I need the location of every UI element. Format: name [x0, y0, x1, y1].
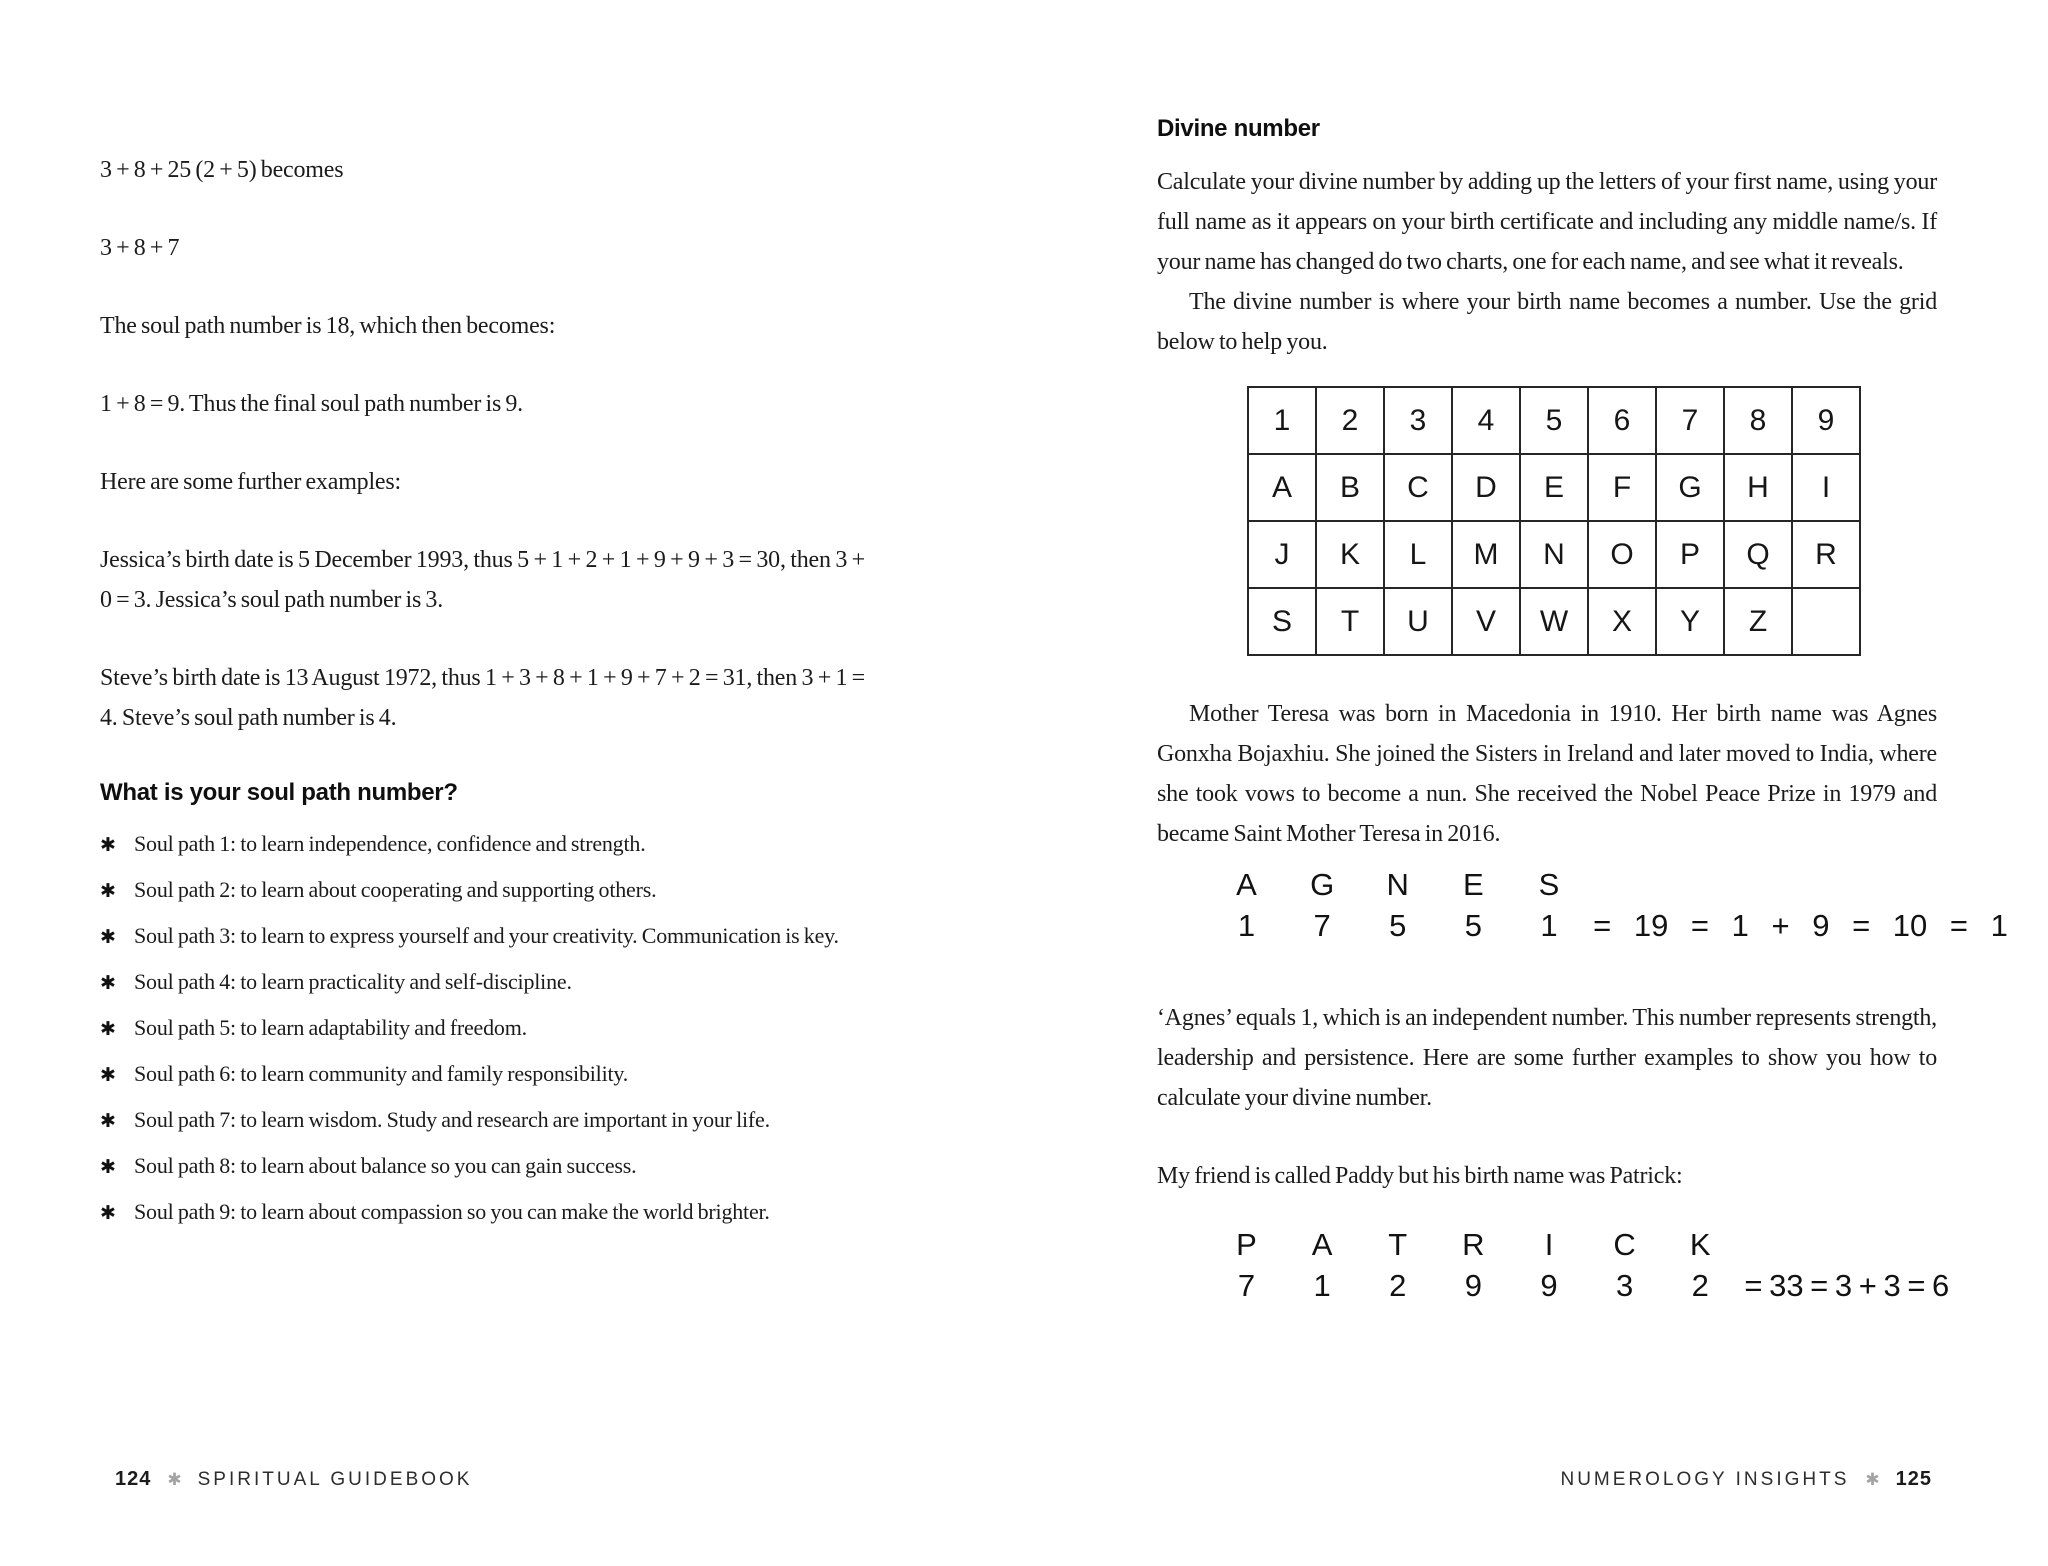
asterisk-bullet-icon: ✱ [100, 1156, 116, 1178]
grid-cell: 1 [1248, 387, 1316, 454]
grid-cell: 5 [1520, 387, 1588, 454]
patrick-calculation [1213, 1226, 1950, 1308]
paragraph-paddy: My friend is called Paddy but his birth name was Patrick: [1157, 1163, 1683, 1189]
calc-number: 5 [1389, 908, 1407, 943]
paragraph: Here are some further examples: [100, 469, 401, 495]
grid-cell: H [1724, 454, 1792, 521]
grid-cell: I [1792, 454, 1860, 521]
calc-number: 7 [1313, 908, 1331, 943]
asterisk-separator-icon: ✱ [1865, 1470, 1880, 1490]
grid-cell: R [1792, 521, 1860, 588]
grid-cell: X [1588, 588, 1656, 655]
paragraph-agnes-meaning: ‘Agnes’ equals 1, which is an independent number. This number represents strength, leadership and persistence. Here are some further examples to show you how to calculate your divine number. [1157, 1005, 1937, 1111]
asterisk-separator-icon: ✱ [167, 1470, 182, 1490]
example-jessica: Jessica’s birth date is 5 December 1993, thus 5 + 1 + 2 + 1 + 9 + 9 + 3 = 30, then 3 + 0 = 3. Jessica’s soul path number is 3. [100, 547, 865, 613]
asterisk-bullet-icon: ✱ [100, 1064, 116, 1086]
asterisk-bullet-icon: ✱ [100, 972, 116, 994]
left-page-footer [115, 1468, 472, 1491]
agnes-calculation [1213, 866, 2008, 948]
calc-letter: E [1463, 867, 1484, 902]
calc-number: 2 [1691, 1268, 1709, 1303]
asterisk-bullet-icon: ✱ [100, 1018, 116, 1040]
calc-letter: A [1311, 1227, 1333, 1262]
section-heading-divine-number: Divine number [1157, 115, 1320, 142]
grid-cell: 8 [1724, 387, 1792, 454]
list-item-text: Soul path 9: to learn about compassion so you can make the world brighter. [134, 1199, 770, 1224]
grid-cell: L [1384, 521, 1452, 588]
calc-number: 9 [1540, 1268, 1558, 1303]
patrick-numbers-row [1213, 1264, 1950, 1308]
calc-number: 2 [1389, 1268, 1407, 1303]
grid-cell: N [1520, 521, 1588, 588]
asterisk-bullet-icon: ✱ [100, 880, 116, 902]
paragraph: The divine number is where your birth name becomes a number. Use the grid below to help you. [1157, 289, 1937, 355]
list-item [100, 918, 864, 954]
paragraph: 1 + 8 = 9. Thus the final soul path number is 9. [100, 391, 523, 417]
grid-row [1248, 521, 1860, 588]
list-item [100, 1010, 864, 1046]
page-number: 125 [1895, 1468, 1932, 1490]
section-heading-soul-path: What is your soul path number? [100, 779, 458, 806]
grid-cell: 4 [1452, 387, 1520, 454]
calc-letter: G [1310, 867, 1335, 902]
list-item [100, 964, 864, 1000]
paragraph-mother-teresa: Mother Teresa was born in Macedonia in 1910. Her birth name was Agnes Gonxha Bojaxhiu. She joined the Sisters in Ireland and later moved to India, where she took vows to become a nun. She received the Nobel Peace Prize in 1979 and became Saint Mother Teresa in 2016. [1157, 701, 1937, 847]
running-title: SPIRITUAL GUIDEBOOK [197, 1469, 473, 1490]
grid-cell: Y [1656, 588, 1724, 655]
calc-number: 1 [1237, 908, 1256, 943]
calc-number: 9 [1464, 1268, 1482, 1303]
grid-cell: E [1520, 454, 1588, 521]
calc-letter: R [1462, 1227, 1485, 1262]
grid-cell: C [1384, 454, 1452, 521]
list-item [100, 872, 864, 908]
page-number: 124 [115, 1468, 152, 1490]
list-item [100, 1148, 864, 1184]
grid-cell: 7 [1656, 387, 1724, 454]
list-item [100, 1056, 864, 1092]
example-steve: Steve’s birth date is 13 August 1972, thus 1 + 3 + 8 + 1 + 9 + 7 + 2 = 31, then 3 + 1 = 4. Steve’s soul path number is 4. [100, 665, 865, 731]
calc-letter: T [1388, 1227, 1408, 1262]
calc-equation: = 19 = 1 + 9 = 10 = 1 [1593, 908, 2008, 943]
grid-cell: S [1248, 588, 1316, 655]
list-item-text: Soul path 8: to learn about balance so you can gain success. [134, 1153, 637, 1178]
grid-cell: 6 [1588, 387, 1656, 454]
list-item-text: Soul path 4: to learn practicality and self-discipline. [134, 969, 572, 994]
calc-equation: = 33 = 3 + 3 = 6 [1744, 1268, 1950, 1303]
calc-number: 1 [1540, 908, 1558, 943]
calc-letter: K [1689, 1227, 1711, 1262]
grid-cell: D [1452, 454, 1520, 521]
calc-letter: A [1236, 867, 1257, 902]
calc-line: 3 + 8 + 7 [100, 235, 180, 261]
grid-cell: 2 [1316, 387, 1384, 454]
grid-cell: V [1452, 588, 1520, 655]
grid-cell: K [1316, 521, 1384, 588]
calc-letter: N [1386, 867, 1409, 902]
grid-row [1248, 454, 1860, 521]
asterisk-bullet-icon: ✱ [100, 1202, 116, 1224]
grid-cell: B [1316, 454, 1384, 521]
grid-cell: G [1656, 454, 1724, 521]
grid-cell: U [1384, 588, 1452, 655]
list-item-text: Soul path 3: to learn to express yourself and your creativity. Communication is key. [134, 923, 839, 948]
list-item [100, 1102, 864, 1138]
list-item-text: Soul path 2: to learn about cooperating and supporting others. [134, 877, 657, 902]
paragraph: The soul path number is 18, which then becomes: [100, 313, 556, 339]
soul-path-list [100, 826, 898, 1230]
calc-number: 1 [1313, 1268, 1331, 1303]
grid-cell: P [1656, 521, 1724, 588]
list-item-text: Soul path 6: to learn community and family responsibility. [134, 1061, 629, 1086]
grid-cell: T [1316, 588, 1384, 655]
grid-cell: Q [1724, 521, 1792, 588]
asterisk-bullet-icon: ✱ [100, 1110, 116, 1132]
calc-letter: P [1236, 1227, 1257, 1262]
calc-line: 3 + 8 + 25 (2 + 5) becomes [100, 157, 344, 183]
grid-row [1248, 387, 1860, 454]
agnes-numbers-row [1213, 904, 2008, 948]
grid-cell: J [1248, 521, 1316, 588]
grid-cell [1792, 588, 1860, 655]
grid-cell: O [1588, 521, 1656, 588]
grid-cell: M [1452, 521, 1520, 588]
grid-row [1248, 588, 1860, 655]
agnes-letters-row [1213, 866, 1937, 904]
grid-cell: 3 [1384, 387, 1452, 454]
calc-number: 7 [1237, 1268, 1256, 1303]
asterisk-bullet-icon: ✱ [100, 926, 116, 948]
calc-number: 5 [1464, 908, 1482, 943]
patrick-letters-row [1213, 1226, 1937, 1264]
calc-letter: S [1538, 867, 1560, 902]
grid-cell: 9 [1792, 387, 1860, 454]
list-item-text: Soul path 5: to learn adaptability and freedom. [134, 1015, 527, 1040]
asterisk-bullet-icon: ✱ [100, 834, 116, 856]
calc-number: 3 [1616, 1268, 1634, 1303]
right-page-footer [1560, 1468, 1932, 1491]
list-item-text: Soul path 7: to learn wisdom. Study and research are important in your life. [134, 1107, 770, 1132]
grid-cell: Z [1724, 588, 1792, 655]
left-page [100, 150, 898, 1240]
calc-letter: I [1544, 1227, 1554, 1262]
right-page [1157, 112, 2008, 1308]
letter-number-grid [1247, 386, 1861, 656]
paragraph: Calculate your divine number by adding up the letters of your first name, using your full name as it appears on your birth certificate and including any middle name/s. If your name has changed do two charts, one for each name, and see what it reveals. [1157, 169, 1937, 275]
grid-cell: F [1588, 454, 1656, 521]
list-item [100, 826, 864, 862]
grid-cell: W [1520, 588, 1588, 655]
grid-cell: A [1248, 454, 1316, 521]
list-item [100, 1194, 864, 1230]
running-title: NUMEROLOGY INSIGHTS [1560, 1469, 1850, 1490]
calc-letter: C [1613, 1227, 1636, 1262]
list-item-text: Soul path 1: to learn independence, confidence and strength. [134, 831, 646, 856]
